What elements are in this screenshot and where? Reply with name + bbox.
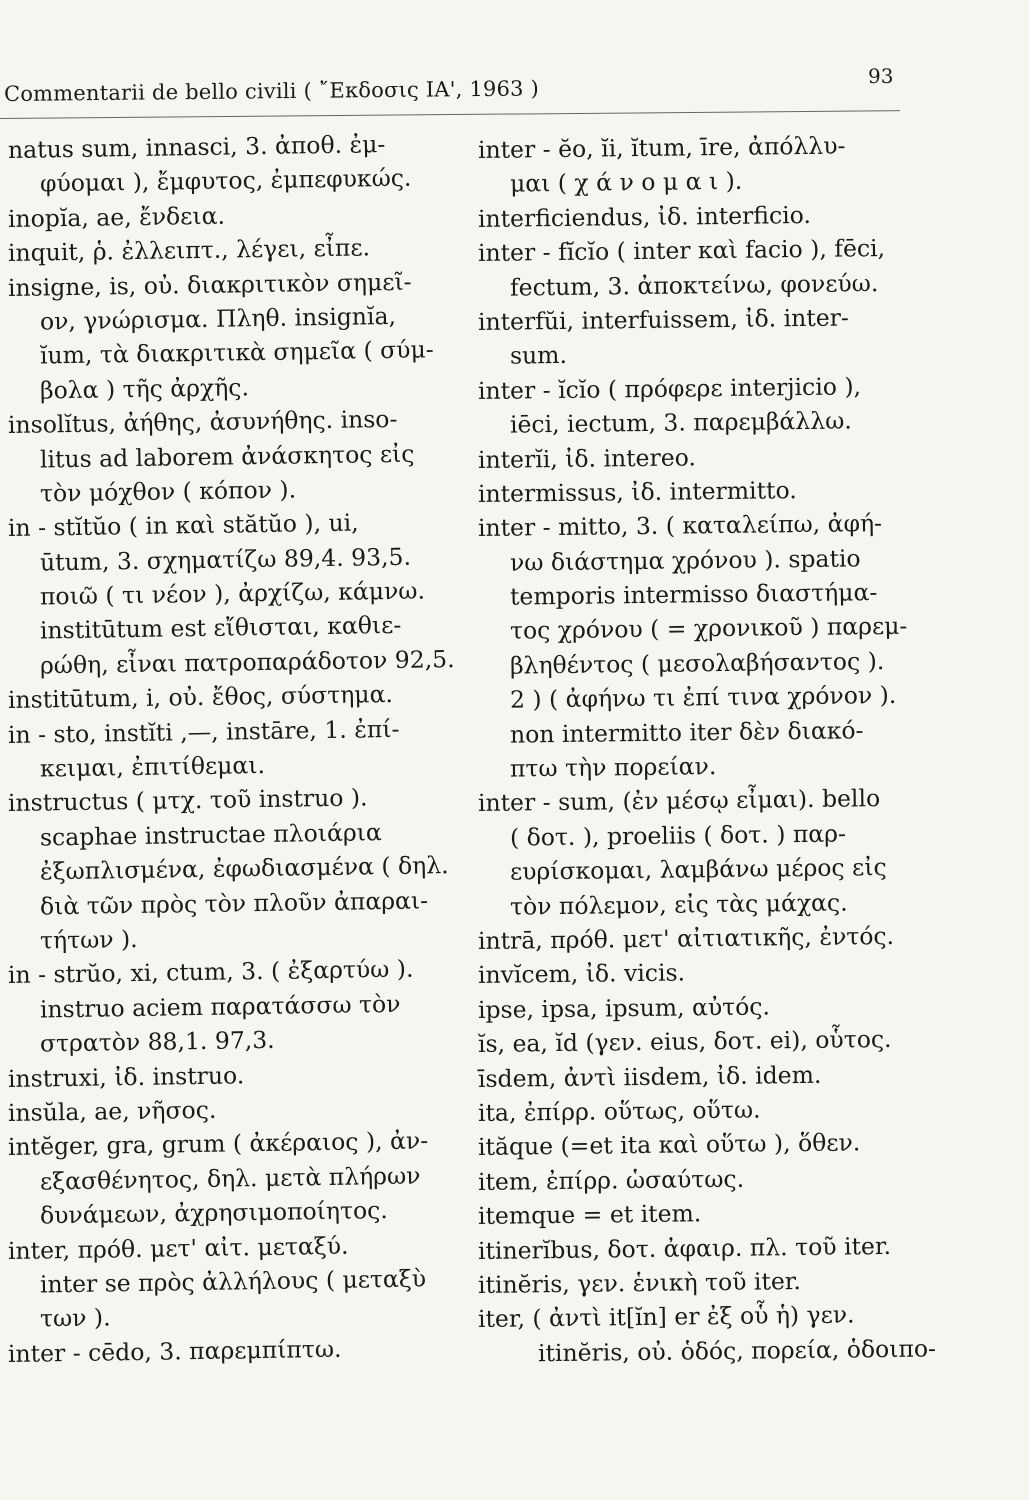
entry-line: πτω τὴν πορείαν. bbox=[509, 752, 717, 783]
entry-line: insigne, is, οὐ. διακριτικὸν σημεῖ- bbox=[7, 267, 412, 302]
entry-line: institūtum, i, οὐ. ἔθος, σύστημα. bbox=[7, 680, 394, 715]
entry-line: εξασθένητος, δηλ. μετὰ πλήρων bbox=[39, 1161, 421, 1196]
page-number: 93 bbox=[868, 64, 894, 88]
entry-line: ον, γνώρισμα. Πληθ. insignĭa, bbox=[39, 301, 397, 336]
entry-line: inter se πρὸς ἀλλήλους ( μεταξὺ bbox=[39, 1264, 427, 1299]
entry-line: itinĕris, γεν. ἑνικὴ τοῦ iter. bbox=[477, 1266, 802, 1299]
entry-line: βολα ) τῆς ἀρχῆς. bbox=[39, 372, 250, 405]
running-header: Commentarii de bello civili ( ῎Εκδοσις ΙΑ', 1963 ) bbox=[3, 76, 540, 106]
entry-line: βληθέντος ( μεσολαβήσαντος ). bbox=[509, 646, 885, 680]
entry-line: διὰ τῶν πρὸς τὸν πλοῦν ἀπαραι- bbox=[39, 885, 429, 921]
entry-line: κειμαι, ἐπιτίθεμαι. bbox=[39, 750, 266, 783]
entry-line: των ). bbox=[39, 1303, 111, 1333]
entry-line: insŭla, ae, νῆσος. bbox=[7, 1095, 217, 1127]
entry-line: 2 ) ( ἀφήνω τι ἐπί τινα χρόνον ). bbox=[509, 681, 897, 714]
entry-line: instructus ( μτχ. τοῦ instruo ). bbox=[7, 783, 368, 818]
entry-line: in - strŭo, xi, ctum, 3. ( ἐξαρτύω ). bbox=[7, 955, 414, 990]
right-column bbox=[478, 133, 938, 1371]
entry-line: iēci, iectum, 3. παρεμβάλλω. bbox=[509, 406, 852, 439]
entry-line: inter - cēdo, 3. παρεμπίπτω. bbox=[7, 1334, 342, 1368]
entry-line: inter - ĭcĭo ( πρόφερε interjicio ), bbox=[477, 372, 862, 405]
entry-line: inter - sum, (ἐν μέσῳ εἶμαι). bello bbox=[477, 784, 881, 818]
entry-line: sum. bbox=[509, 341, 568, 370]
entry-line: interficiendus, ἰδ. interficio. bbox=[477, 200, 812, 233]
entry-line: νω διάστημα χρόνου ). spatio bbox=[509, 544, 861, 577]
entry-line: inter, πρόθ. μετ' αἰτ. μεταξύ. bbox=[7, 1231, 349, 1265]
entry-line: itemque = et item. bbox=[477, 1199, 702, 1231]
entry-line: φύομαι ), ἔμφυτος, ἐμπεφυκώς. bbox=[39, 164, 412, 198]
header-rule bbox=[0, 110, 900, 119]
entry-line: interĭi, ἰδ. intereo. bbox=[477, 442, 697, 474]
entry-line: scaphae instructae πλοιάρια bbox=[39, 817, 382, 852]
entry-line: instruo aciem παρατάσσω τὸν bbox=[39, 989, 401, 1024]
entry-line: in - sto, instĭti ,—, instāre, 1. ἐπί- bbox=[7, 714, 400, 749]
entry-line: natus sum, innasci, 3. ἀποθ. ἐμ- bbox=[7, 130, 386, 164]
entry-line: intermissus, ἰδ. intermitto. bbox=[477, 476, 797, 508]
entry-line: interfŭi, interfuissem, ἰδ. inter- bbox=[477, 303, 849, 336]
entry-line: ităque (=et ita καὶ οὕτω ), ὅθεν. bbox=[477, 1128, 861, 1162]
entry-line: ρώθη, εἶναι πατροπαράδοτον 92,5. bbox=[39, 644, 455, 680]
entry-line: litus ad laborem ἀνάσκητος εἰς bbox=[39, 439, 415, 474]
entry-line: τὸν μόχθον ( κόπον ). bbox=[39, 475, 297, 508]
entry-line: iter, ( ἀντὶ it[ĭn] er ἐξ οὗ ἡ) γεν. bbox=[477, 1300, 855, 1334]
entry-line: inter - mitto, 3. ( καταλείπω, ἀφή- bbox=[477, 509, 883, 543]
entry-line: insolĭtus, ἀήθης, ἀσυνήθης. inso- bbox=[7, 405, 398, 440]
entry-line: τὸν πόλεμον, εἰς τὰς μάχας. bbox=[509, 888, 848, 921]
entry-line: non intermitto iter δὲν διακό- bbox=[509, 715, 864, 749]
entry-line: item, ἐπίρρ. ὡσαύτως. bbox=[477, 1164, 745, 1196]
entry-line: ipse, ipsa, ipsum, αὐτός. bbox=[477, 992, 771, 1024]
entry-line: τος χρόνου ( = χρονικοῦ ) παρεμ- bbox=[509, 612, 908, 646]
entry-line: ( δοτ. ), proeliis ( δοτ. ) παρ- bbox=[509, 819, 847, 852]
entry-line: ευρίσκομαι, λαμβάνω μέρος εἰς bbox=[509, 853, 887, 886]
entry-line: δυνάμεων, ἀχρησιμοποίητος. bbox=[39, 1196, 388, 1230]
entry-line: μαι ( χ ά ν ο μ α ι ). bbox=[509, 167, 743, 198]
entry-line: invĭcem, ἰδ. vicis. bbox=[477, 958, 686, 990]
entry-line: inquit, ῥ. ἐλλειπτ., λέγει, εἶπε. bbox=[7, 233, 371, 268]
entry-line: τήτων ). bbox=[39, 924, 138, 955]
entry-line: intrā, πρόθ. μετ' αἰτιατικῆς, ἐντός. bbox=[477, 921, 895, 955]
entry-line: ĭs, ea, ĭd (γεν. eius, δοτ. ei), οὗτος. bbox=[477, 1025, 892, 1059]
entry-line: institūtum est εἴθισται, καθιε- bbox=[39, 611, 402, 645]
entry-line: ποιῶ ( τι νέον ), ἀρχίζω, κάμνω. bbox=[39, 576, 426, 611]
entry-line: inter - fĭcĭo ( inter καὶ facio ), fēci, bbox=[477, 234, 886, 268]
left-column bbox=[7, 130, 468, 1371]
entry-line: īsdem, ἀντὶ iisdem, ἰδ. idem. bbox=[477, 1060, 822, 1093]
entry-line: itinerĭbus, δοτ. ἀφαιρ. πλ. τοῦ iter. bbox=[477, 1231, 892, 1265]
entry-line: ita, ἐπίρρ. οὕτως, οὕτω. bbox=[477, 1095, 761, 1127]
entry-line: inter - ĕo, ĭi, ĭtum, īre, ἀπόλλυ- bbox=[477, 131, 846, 164]
entry-line: ĭum, τὰ διακριτικὰ σημεῖα ( σύμ- bbox=[39, 335, 434, 370]
entry-line: fectum, 3. ἀποκτείνω, φονεύω. bbox=[509, 268, 879, 302]
entry-line: itinĕris, οὐ. ὁδός, πορεία, ὁδοιπο- bbox=[537, 1334, 937, 1367]
entry-line: στρατὸν 88,1. 97,3. bbox=[39, 1025, 275, 1058]
entry-line: in - stĭtŭo ( in καὶ stătŭo ), ui, bbox=[7, 508, 359, 543]
entry-line: temporis intermisso διαστήμα- bbox=[509, 578, 878, 611]
entry-line: inopĭa, ae, ἔνδεια. bbox=[7, 201, 226, 233]
entry-line: ἐξωπλισμένα, ἐφωδιασμένα ( δηλ. bbox=[39, 851, 449, 886]
entry-line: ūtum, 3. σχηματίζω 89,4. 93,5. bbox=[39, 542, 412, 577]
entry-line: intĕger, gra, grum ( ἀκέραιος ), ἀν- bbox=[7, 1126, 429, 1162]
entry-line: instruxi, ἰδ. instruo. bbox=[7, 1060, 245, 1093]
